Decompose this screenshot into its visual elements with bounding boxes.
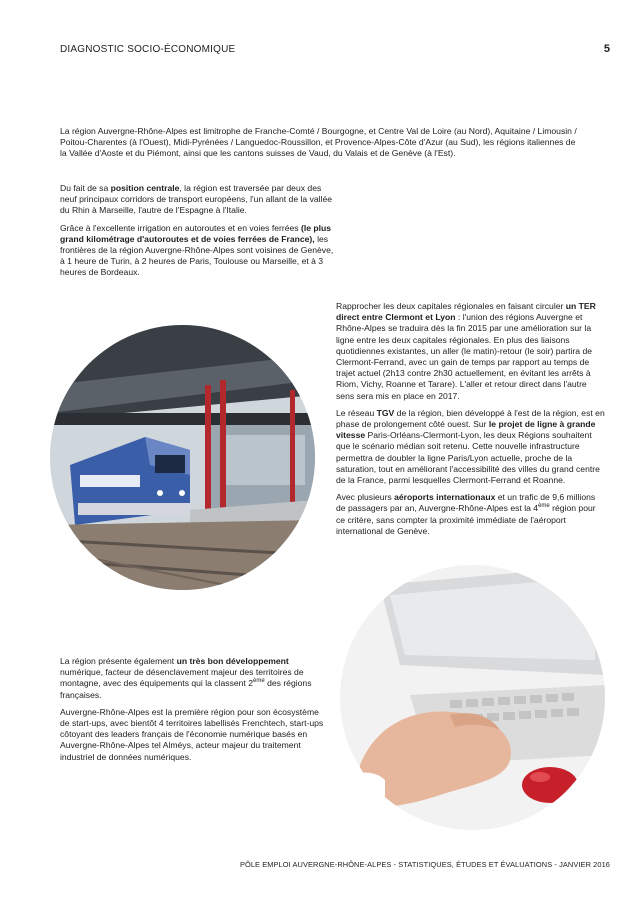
text-span: Rapprocher les deux capitales régionales en faisant circuler: [336, 301, 566, 311]
transport-position-section: [60, 183, 336, 285]
text-span: des régions françaises.: [60, 678, 312, 700]
bold-span: (le plus grand kilométrage d'autoroutes et de voies ferrées de France),: [60, 222, 332, 244]
text-span: de la région, bien développé à l'est de la région, est en phase de prolongement côté ouest. Sur: [336, 407, 605, 430]
tgv-paragraph: [336, 408, 606, 486]
train-station-photo: [50, 325, 315, 590]
text-span: , la région est traversée par deux des neuf principaux corridors de transport européens, l'un allant de la vallée du Rhin à Marseille, l'autre de l'Espagne à l'Italie.: [60, 183, 333, 216]
text-span: : l'union des régions Auvergne et Rhône-Alpes se traduira dès la fin 2015 par une amélioration sur la ligne entre les deux capitales régionales. En plus des liaisons quotidiennes existantes, un aller (le matin)-retour (le soir) partira de Clermont-Ferrand, avec un gain de temps par rapport au temps de trajet actuel (2h13 contre 2h30 actuellement, en évitant les arrêts à Riom, Vichy, Roanne et Tarare). L'aller et retour direct dans l'autre sens sera mis en place en 2017.: [336, 312, 593, 401]
bold-span: un très bon développement: [176, 656, 289, 666]
digital-development-paragraph: [60, 656, 330, 701]
intro-text: La région Auvergne-Rhône-Alpes est limitrophe de Franche-Comté / Bourgogne, et Centre Val de Loire (au Nord), Aquitaine / Limousin / Poitou-Charentes (à l'Ouest), Midi-Pyrénées / Languedoc-Roussillon, et Provence-Alpes-Côte d'Azur (au Sud), les régions italiennes de la Vallée d'Aoste et du Piémont, ainsi que les cantons suisses de Vaud, du Valais et de Genève (à l'Est).: [60, 126, 577, 159]
highways-paragraph: [60, 223, 336, 279]
text-span: Paris-Orléans-Clermont-Lyon, les deux Régions souhaitent que le scénario médian soit retenu. Cette nouvelle infrastructure permettra de doubler la ligne Paris/Lyon actuelle, proche de la saturation, tout en améliorant l'accessibilité des villes du grand centre de la France, parmi lesquelles Clermont-Ferrand et Roanne.: [336, 430, 600, 486]
text-span: les frontières de la région Auvergne-Rhône-Alpes sont voisines de Genève, à 1 heure de Turin, à 2 heures de Paris, Toulouse ou Marseille, et à 3 heures de Bordeaux.: [60, 233, 334, 278]
bold-span: TGV: [376, 407, 395, 418]
bold-span: un TER direct entre Clermont et Lyon: [336, 301, 596, 323]
text-span: La région présente également: [60, 656, 177, 666]
text-span: et un trafic de 9,6 millions de passagers par an, Auvergne-Rhône-Alpes est la 4: [336, 492, 596, 514]
document-header-title: DIAGNOSTIC SOCIO-ÉCONOMIQUE: [60, 44, 236, 55]
bold-span: position centrale: [110, 183, 180, 193]
bold-span: le projet de ligne à grande vitesse: [336, 419, 596, 441]
text-span: région pour ce critère, sans compter la proximité immédiate de l'aéroport international de Genève.: [336, 503, 596, 536]
text-span: numérique, facteur de désenclavement majeur des territoires de montagne, avec des équipements qui la classent 2: [60, 667, 304, 689]
page-number: 5: [603, 43, 610, 55]
document-footer: PÔLE EMPLOI AUVERGNE-RHÔNE-ALPES - STATISTIQUES, ÉTUDES ET ÉVALUATIONS - JANVIER 2016: [239, 860, 610, 869]
intro-paragraph: [60, 126, 580, 166]
text-span: Le réseau: [336, 407, 377, 418]
keyboard-photo: [340, 565, 605, 830]
text-span: Grâce à l'excellente irrigation en autoroutes et en voies ferrées: [60, 222, 301, 233]
central-position-paragraph: [60, 183, 336, 217]
text-span: Du fait de sa: [60, 183, 111, 193]
superscript: ème: [538, 503, 550, 510]
rail-airport-section: [336, 301, 606, 543]
text-span: Avec plusieurs: [336, 492, 395, 503]
digital-section: [60, 656, 330, 769]
airports-paragraph: [336, 492, 606, 537]
ter-paragraph: [336, 301, 606, 402]
startups-paragraph: Auvergne-Rhône-Alpes est la première région pour son écosystème de start-ups, avec bientôt 4 territoires labellisés Frenchtech, start-ups côtoyant des leaders français de l'économie numérique basés en Auvergne-Rhône-Alpes tel Alméys, acteur majeur du traitement industriel de données numériques.: [60, 706, 324, 762]
bold-span: aéroports internationaux: [394, 492, 496, 503]
superscript: ème: [253, 678, 265, 685]
